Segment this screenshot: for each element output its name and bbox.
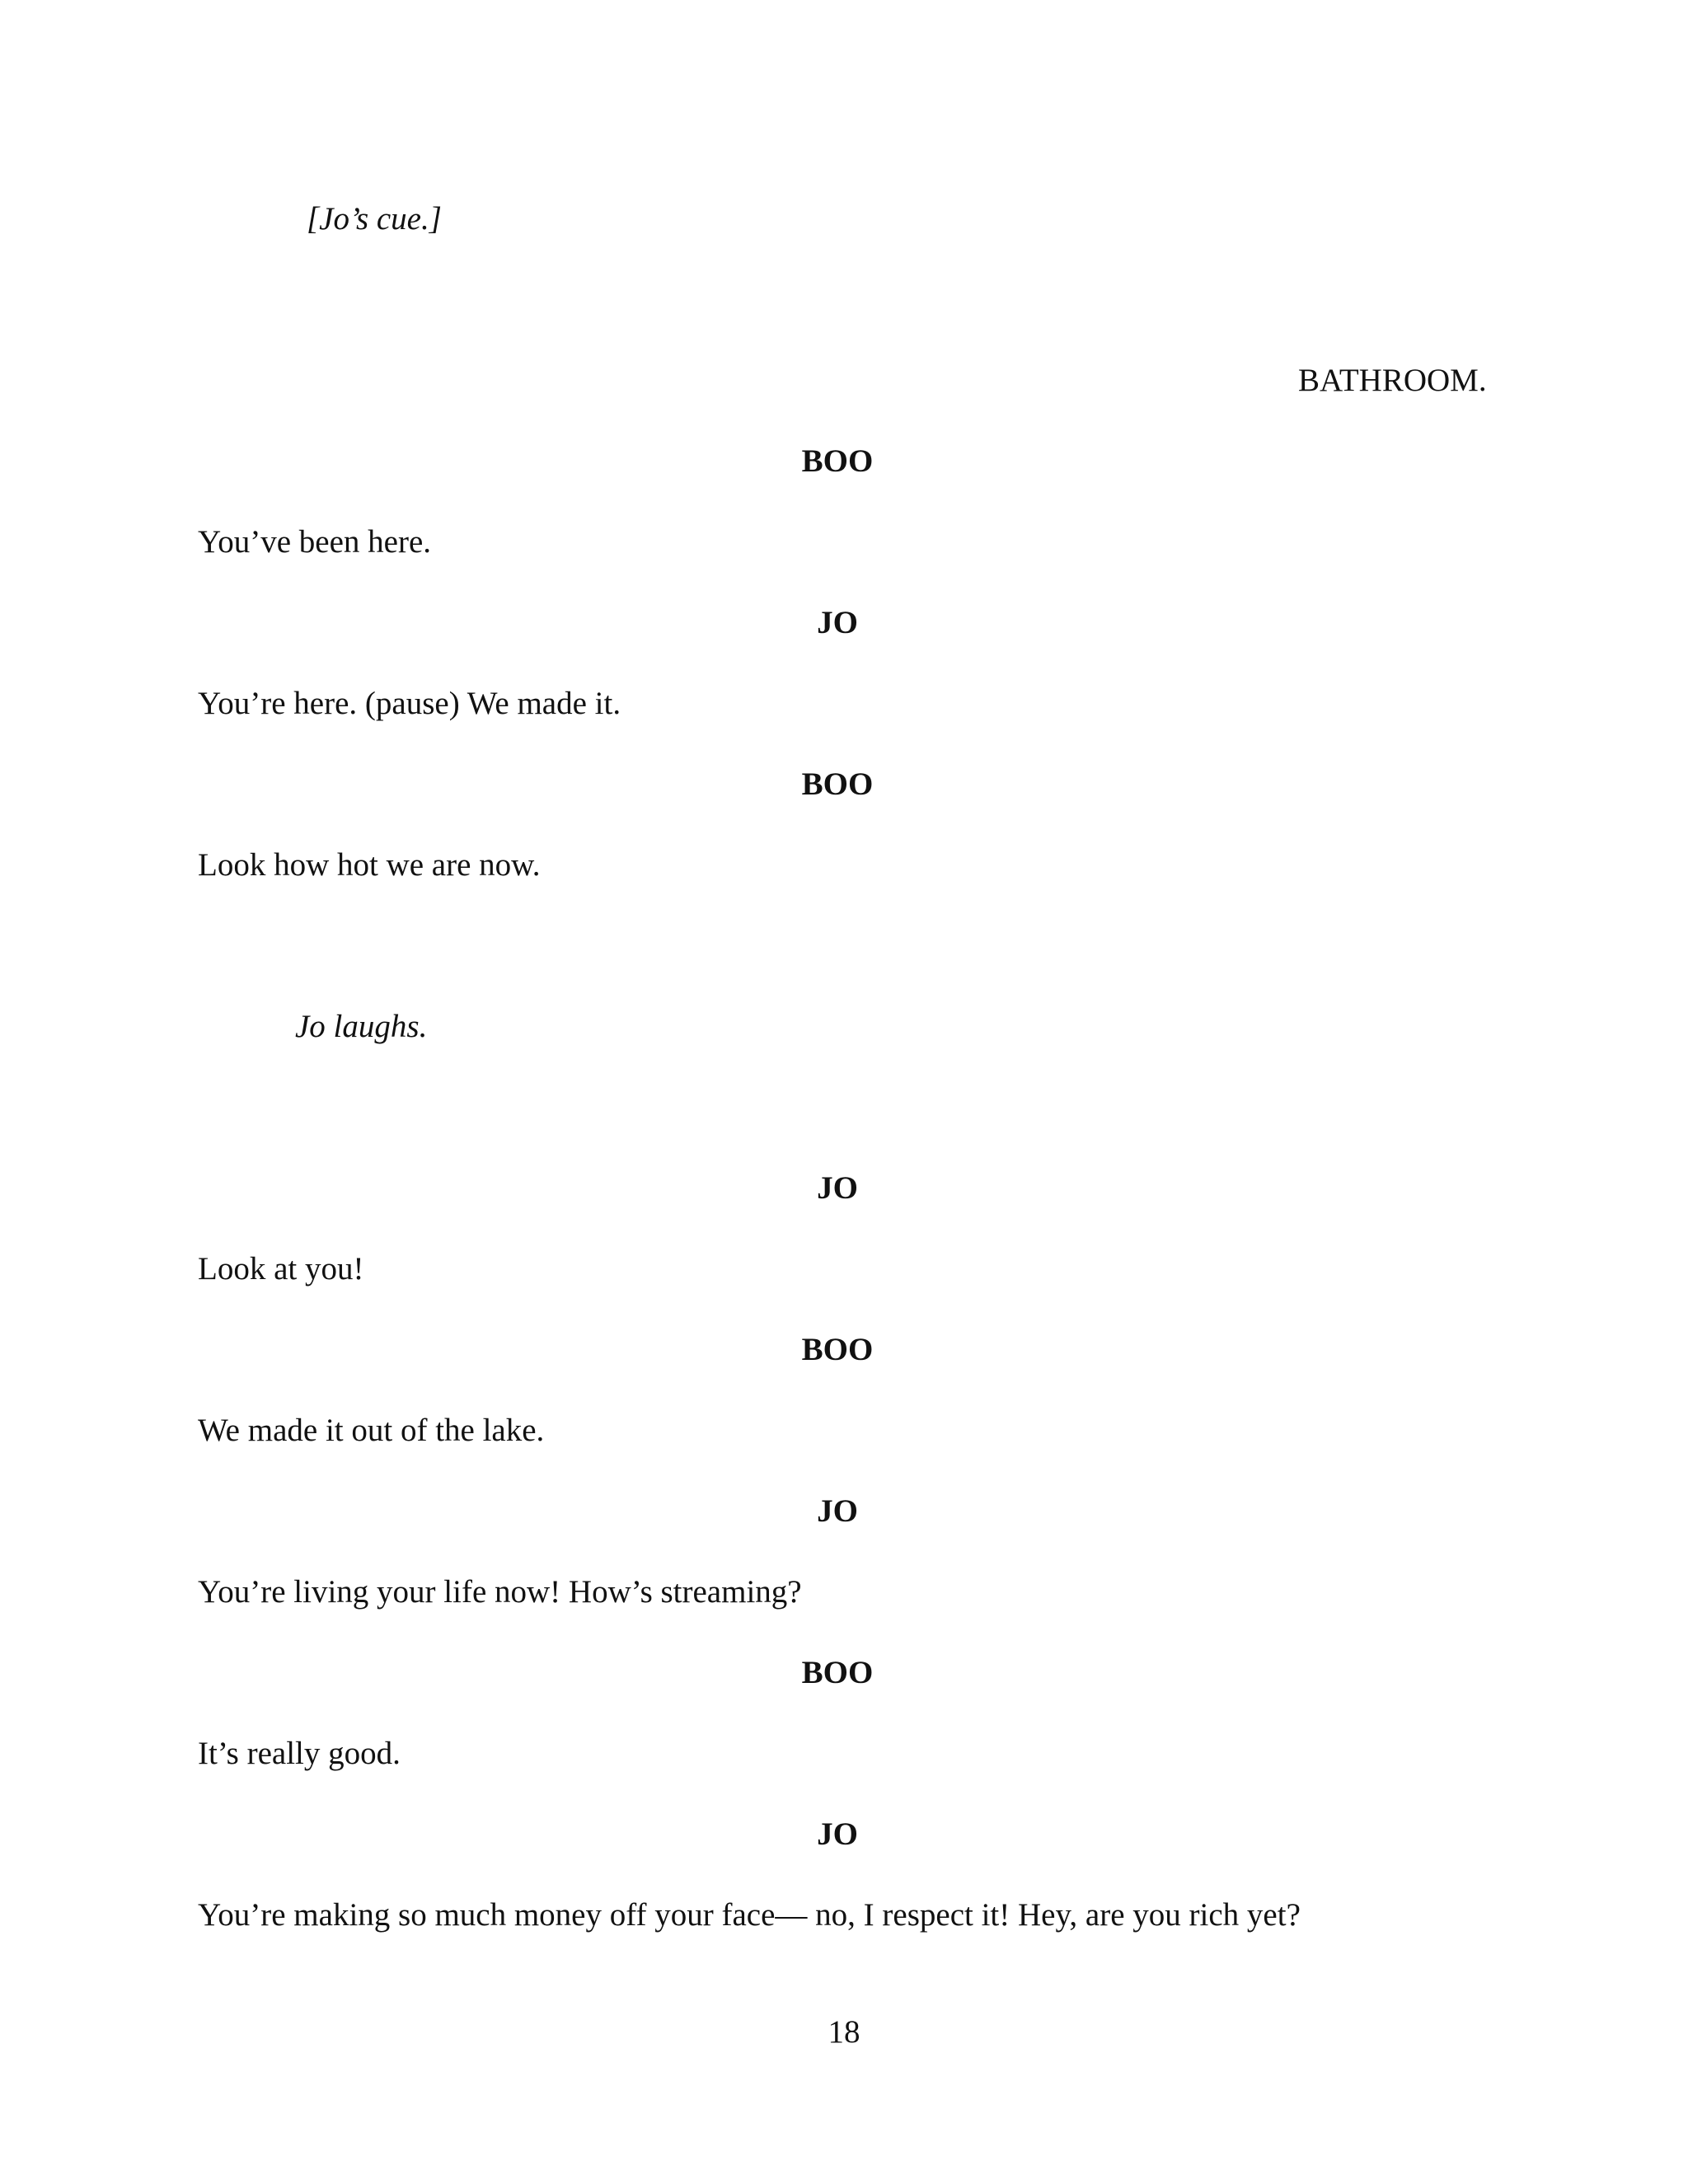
character-name: BOO [801, 1332, 874, 1367]
character-name: JO [817, 605, 858, 640]
dialogue-line: Look at you! [198, 1251, 364, 1286]
dialogue-line: You’ve been here. [198, 524, 432, 560]
character-name: JO [817, 1493, 858, 1529]
dialogue-line: We made it out of the lake. [198, 1413, 545, 1448]
character-name: JO [817, 1816, 858, 1852]
page-number: 18 [828, 2014, 860, 2050]
dialogue-line: You’re making so much money off your face— no, I respect it! Hey, are you rich yet? [198, 1897, 1301, 1933]
dialogue-line: You’re here. (pause) We made it. [198, 686, 621, 721]
scene-cue: BATHROOM. [1298, 363, 1487, 398]
stage-direction: [Jo’s cue.] [307, 201, 442, 237]
character-name: BOO [801, 766, 874, 802]
character-name: JO [817, 1170, 858, 1206]
character-name: BOO [801, 1655, 874, 1690]
stage-direction: Jo laughs. [295, 1009, 428, 1044]
dialogue-line: Look how hot we are now. [198, 847, 541, 883]
character-name: BOO [801, 443, 874, 479]
dialogue-line: It’s really good. [198, 1736, 401, 1771]
dialogue-line: You’re living your life now! How’s streaming? [198, 1574, 802, 1610]
